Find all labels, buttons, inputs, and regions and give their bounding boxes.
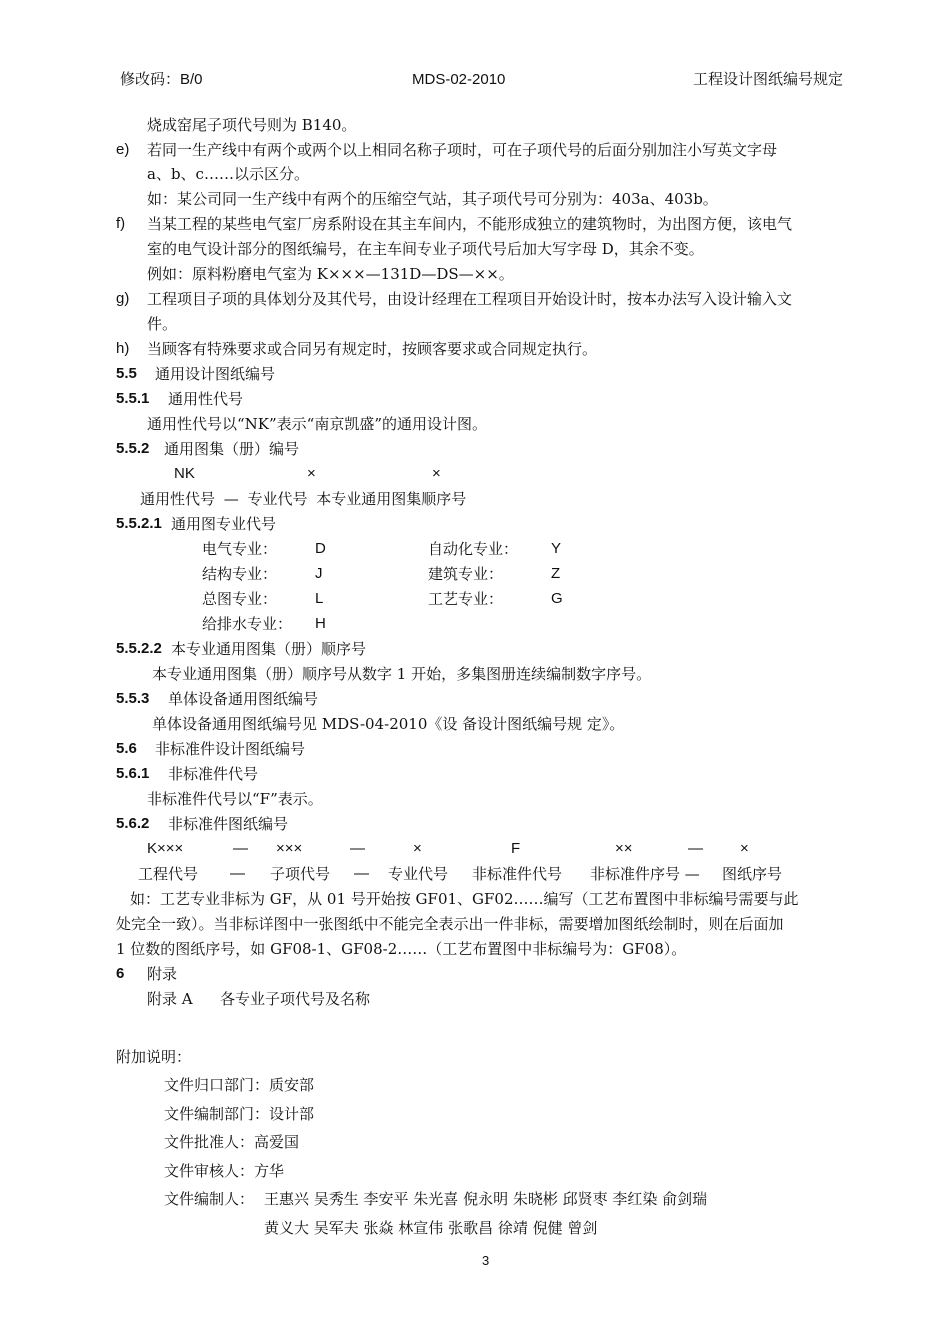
- specialty-code: H: [315, 615, 326, 632]
- paragraph-line: 通用性代号以“NK”表示“南京凯盛”的通用设计图。: [147, 415, 488, 433]
- code-label: 专业代号: [388, 865, 449, 883]
- section-title: 非标准件设计图纸编号: [155, 740, 306, 758]
- code-label: —: [354, 865, 369, 882]
- section-number: 5.5.3: [116, 690, 150, 707]
- header-doc-title: 工程设计图纸编号规定: [693, 71, 844, 88]
- item-h-text: 当顾客有特殊要求或合同另有规定时，按顾客要求或合同规定执行。: [147, 340, 598, 358]
- code-part: ×: [740, 840, 749, 857]
- appendix-label: 附录 A: [147, 990, 193, 1008]
- specialty-name: 给排水专业：: [202, 615, 293, 633]
- specialty-name: 结构专业：: [202, 565, 278, 583]
- section-title: 通用图专业代号: [171, 515, 277, 533]
- section-number: 5.6.1: [116, 765, 150, 782]
- section-number: 5.6: [116, 740, 137, 757]
- specialty-code: G: [551, 590, 563, 607]
- item-e-text: a、b、c……以示区分。: [147, 165, 309, 183]
- section-title: 非标准件图纸编号: [168, 815, 289, 833]
- notes-authors: 王惠兴 吴秀生 李安平 朱光喜 倪永明 朱晓彬 邱贤枣 李红染 俞剑瑞: [264, 1190, 708, 1208]
- appendix-title: 各专业子项代号及名称: [220, 990, 371, 1008]
- specialty-code: D: [315, 540, 326, 557]
- specialty-name: 总图专业：: [202, 590, 278, 608]
- notes-dept: 文件归口部门：质安部: [164, 1076, 315, 1094]
- item-marker-e: e): [116, 141, 130, 158]
- code-label: 工程代号: [138, 865, 199, 883]
- code-part: F: [511, 840, 521, 857]
- item-marker-g: g): [116, 290, 130, 307]
- section-title: 非标准件代号: [168, 765, 259, 783]
- section-title: 通用图集（册）编号: [164, 440, 300, 458]
- section-number: 5.5.1: [116, 390, 150, 407]
- item-marker-f: f): [116, 215, 126, 232]
- code-part: —: [350, 840, 365, 857]
- specialty-name: 工艺专业：: [428, 590, 504, 608]
- notes-approver: 文件批准人：高爱国: [164, 1133, 300, 1151]
- paragraph-line: 1 位数的图纸序号，如 GF08-1、GF08-2……（工艺布置图中非标编号为：GF08）。: [116, 940, 687, 958]
- section-number: 6: [116, 965, 125, 982]
- notes-title: 附加说明：: [116, 1048, 192, 1066]
- header-doc-number: MDS-02-2010: [412, 71, 506, 88]
- item-g-text: 工程项目子项的具体划分及其代号，由设计经理在工程项目开始设计时，按本办法写入设计输入文: [147, 290, 793, 308]
- header-revision: 修改码：B/0: [120, 71, 203, 88]
- code-part: —: [688, 840, 703, 857]
- section-number: 5.5.2.2: [116, 640, 162, 657]
- specialty-name: 电气专业：: [202, 540, 278, 558]
- paragraph-line: 处完全一致）。当非标详图中一张图纸中不能完全表示出一件非标，需要增加图纸绘制时，则在后面加: [116, 915, 784, 933]
- code-part: ×: [413, 840, 422, 857]
- paragraph-line: 非标准件代号以“F”表示。: [147, 790, 323, 808]
- item-e-example: 如：某公司同一生产线中有两个的压缩空气站，其子项代号可分别为：403a、403b。: [147, 190, 718, 208]
- section-number: 5.5.2: [116, 440, 150, 457]
- code-part: K×××: [147, 840, 184, 857]
- specialty-code: Y: [551, 540, 562, 557]
- code-label: 非标准件代号: [472, 865, 563, 883]
- paragraph-line: 本专业通用图集（册）顺序号从数字 1 开始，多集图册连续编制数字序号。: [152, 665, 652, 683]
- section-title: 通用性代号: [168, 390, 244, 408]
- code-label: —: [230, 865, 245, 882]
- section-number: 5.5: [116, 365, 137, 382]
- notes-compile-dept: 文件编制部门：设计部: [164, 1105, 315, 1123]
- code-label: 非标准件序号 —: [590, 865, 700, 883]
- item-g-text: 件。: [147, 315, 178, 333]
- specialty-code: Z: [551, 565, 561, 582]
- section-number: 5.6.2: [116, 815, 150, 832]
- section-title: 单体设备通用图纸编号: [168, 690, 319, 708]
- section-title: 附录: [147, 965, 178, 983]
- notes-authors-label: 文件编制人：: [164, 1190, 255, 1208]
- paragraph-line: 如：工艺专业非标为 GF，从 01 号开始按 GF01、GF02……编写（工艺布置图中非标编号需要与此: [130, 890, 799, 908]
- code-part-nk: NK: [174, 465, 195, 482]
- item-f-text: 当某工程的某些电气室厂房系附设在其主车间内，不能形成独立的建筑物时，为出图方便，该电气: [147, 215, 793, 233]
- page-number: 3: [482, 1253, 490, 1268]
- code-label: 图纸序号: [722, 865, 783, 883]
- paragraph-line: 单体设备通用图纸编号见 MDS-04-2010《设 备设计图纸编号规 定》。: [152, 715, 625, 733]
- notes-reviewer: 文件审核人：方华: [164, 1162, 285, 1180]
- code-part-x: ×: [307, 465, 316, 482]
- code-part: ××: [615, 840, 633, 857]
- specialty-code: J: [315, 565, 323, 582]
- code-part-x: ×: [432, 465, 441, 482]
- code-label: 子项代号: [270, 865, 331, 883]
- specialty-name: 建筑专业：: [428, 565, 504, 583]
- specialty-name: 自动化专业：: [428, 540, 519, 558]
- paragraph-line: 烧成窑尾子项代号则为 B140。: [147, 116, 357, 134]
- item-marker-h: h): [116, 340, 130, 357]
- code-part: ×××: [276, 840, 303, 857]
- section-title: 通用设计图纸编号: [155, 365, 276, 383]
- code-part: —: [233, 840, 248, 857]
- item-f-text: 室的电气设计部分的图纸编号，在主车间专业子项代号后加大写字母 D，其余不变。: [147, 240, 704, 258]
- section-number: 5.5.2.1: [116, 515, 162, 532]
- notes-authors: 黄义大 吴军夫 张焱 林宣伟 张歌昌 徐靖 倪健 曾剑: [264, 1219, 598, 1237]
- specialty-code: L: [315, 590, 324, 607]
- code-labels: 通用性代号 — 专业代号 本专业通用图集顺序号: [140, 490, 467, 508]
- item-f-example: 例如：原料粉磨电气室为 K×××—131D—DS—××。: [147, 265, 514, 283]
- section-title: 本专业通用图集（册）顺序号: [171, 640, 367, 658]
- item-e-text: 若同一生产线中有两个或两个以上相同名称子项时，可在子项代号的后面分别加注小写英文字母: [147, 141, 778, 159]
